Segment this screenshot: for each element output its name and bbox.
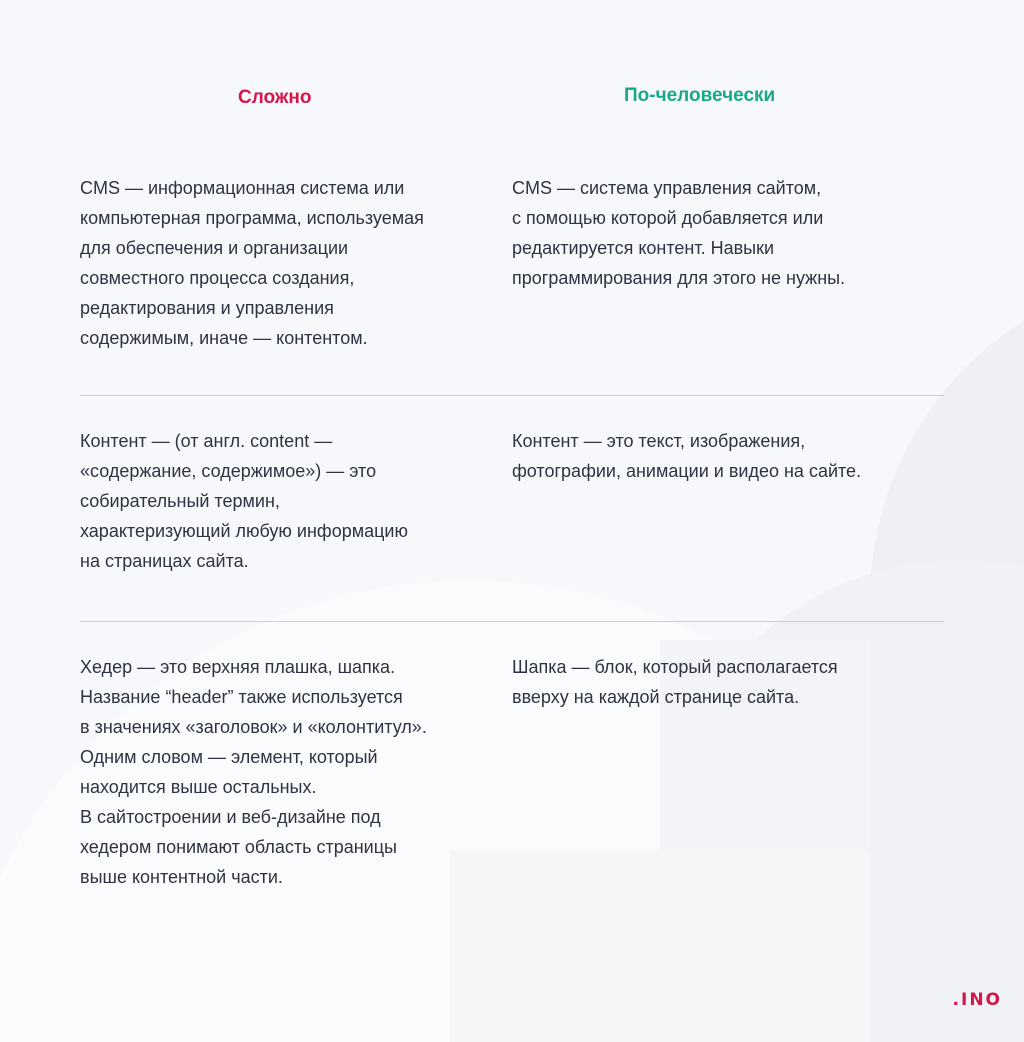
row-2-hard-definition: Контент — (от англ. content — «содержание, содержимое») — это собирательный термин, характеризующий любую информацию на страницах сайта. bbox=[80, 431, 408, 571]
column-header-hard: Сложно bbox=[238, 87, 312, 108]
row-1-hard-definition: CMS — информационная система или компьютерная программа, используемая для обеспечения и организации совместного процесса создания, редактирования и управления содержимым, иначе — контентом. bbox=[80, 178, 424, 348]
row-divider bbox=[80, 621, 944, 622]
row-1-human-definition: CMS — система управления сайтом, с помощью которой добавляется или редактируется контент. Навыки программирования для этого не нужны. bbox=[512, 178, 846, 288]
row-3-hard-definition: Хедер — это верхняя плашка, шапка. Название “header” также используется в значениях «заголовок» и «колонтитул». Одним словом — элемент, который находится выше остальных. В сайтостроении и веб-дизайне под хедером понимают область страницы выше контентной части. bbox=[80, 657, 427, 887]
brand-logo: .INO bbox=[952, 990, 1002, 1010]
row-2-human-definition: Контент — это текст, изображения, фотографии, анимации и видео на сайте. bbox=[512, 431, 862, 481]
row-3-human-definition: Шапка — блок, который располагается вверху на каждой странице сайта. bbox=[512, 657, 838, 707]
column-header-human: По-человечески bbox=[624, 85, 776, 106]
row-divider bbox=[80, 395, 944, 396]
